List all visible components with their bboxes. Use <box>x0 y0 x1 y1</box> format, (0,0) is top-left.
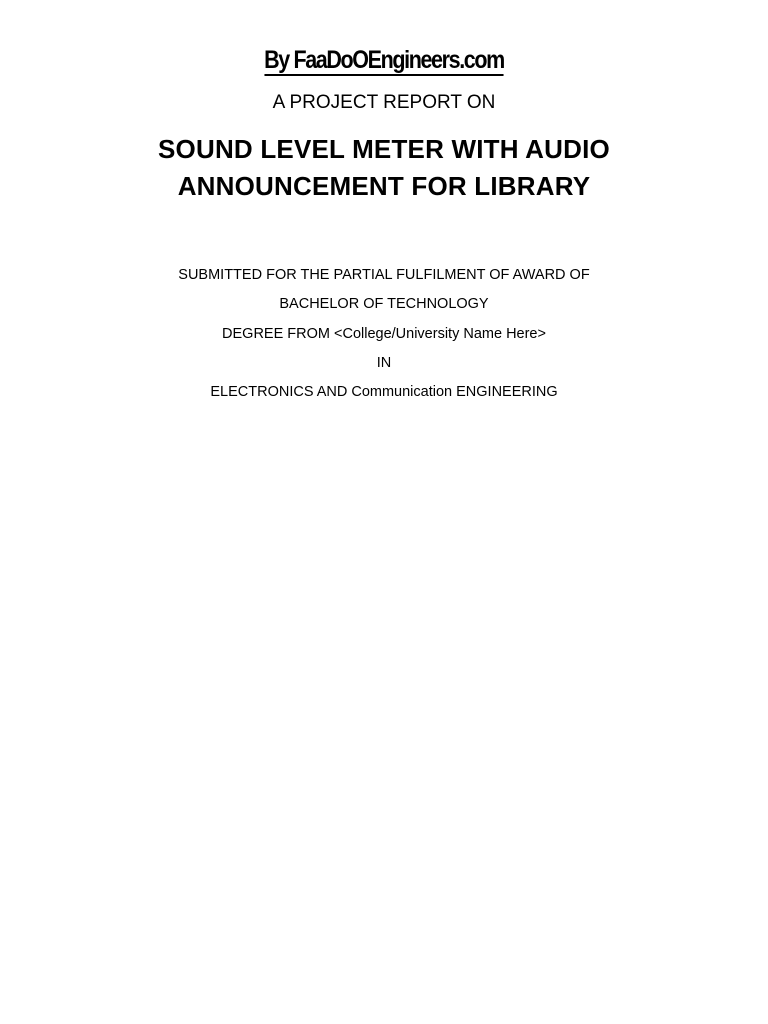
report-title-line-2: ANNOUNCEMENT FOR LIBRARY <box>177 171 591 201</box>
report-subtitle: A PROJECT REPORT ON <box>272 92 496 113</box>
report-title-line-1: SOUND LEVEL METER WITH AUDIO <box>158 134 610 164</box>
submission-degree: BACHELOR OF TECHNOLOGY <box>279 296 489 312</box>
brand-watermark <box>54 46 714 75</box>
submission-in: IN <box>376 355 392 371</box>
brand-text: By FaaDoOEngineers.com <box>264 46 504 74</box>
submission-institution: DEGREE FROM <College/University Name Here> <box>222 326 546 342</box>
submission-branch: ELECTRONICS AND Communication ENGINEERING <box>210 384 558 400</box>
submission-line-1: SUBMITTED FOR THE PARTIAL FULFILMENT OF AWARD OF <box>178 267 590 283</box>
